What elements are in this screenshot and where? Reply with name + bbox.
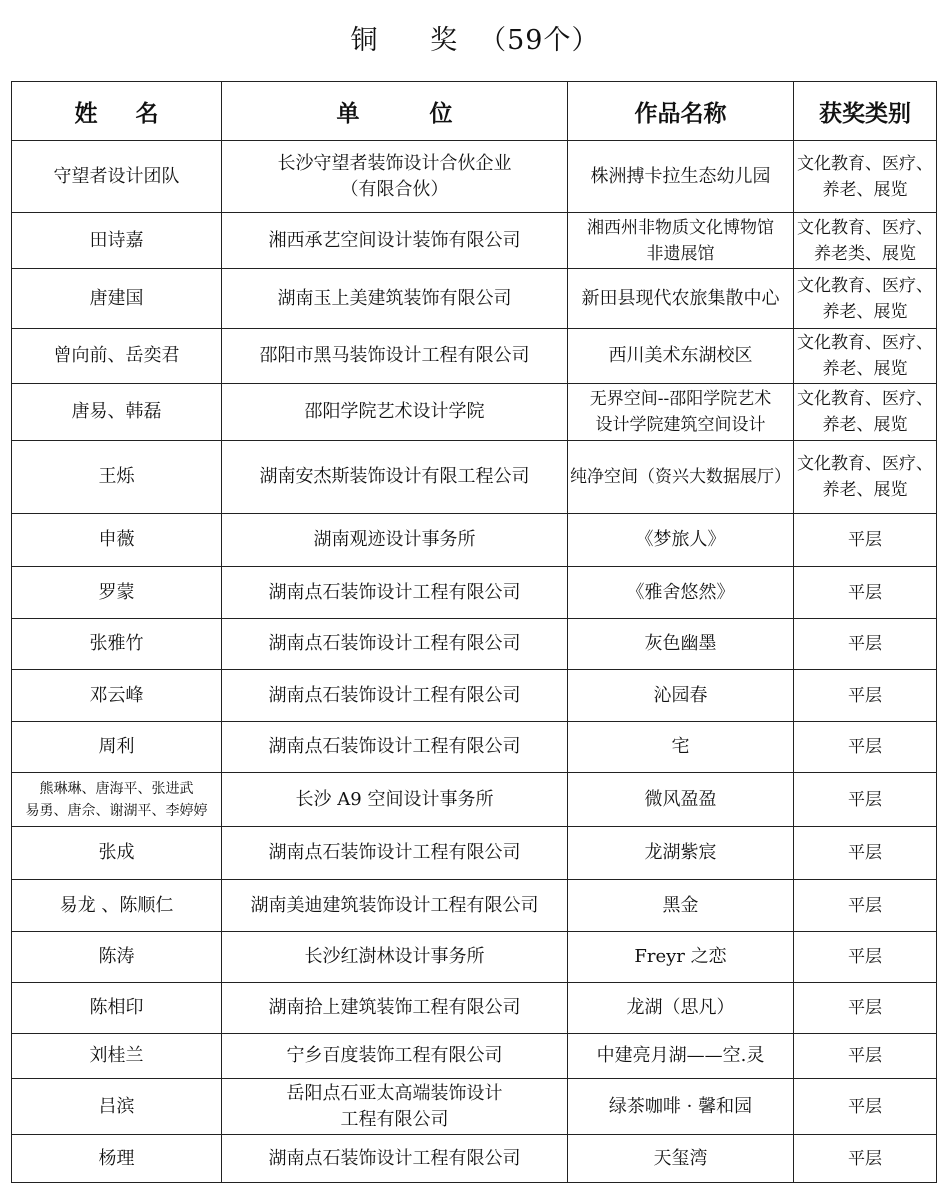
cell-category [794, 1135, 937, 1183]
cell-unit [222, 141, 568, 213]
cell-unit [222, 1135, 568, 1183]
table-body [12, 141, 937, 1183]
cell-unit [222, 773, 568, 827]
cell-name [12, 932, 222, 983]
cell-category-line: 养老、展览 [822, 359, 908, 379]
cell-name-line: 张成 [98, 842, 135, 863]
table-row [12, 670, 937, 722]
cell-work [568, 213, 794, 269]
cell-work [568, 827, 794, 880]
cell-category-line: 文化教育、医疗、 [797, 153, 933, 174]
cell-work [568, 1135, 794, 1183]
cell-name-line: 申薇 [98, 529, 135, 550]
cell-unit-line: 长沙 A9 空间设计事务所 [295, 788, 494, 810]
cell-work-line: 天玺湾 [653, 1147, 708, 1169]
cell-name [12, 567, 222, 619]
cell-work-line: 龙湖（思凡） [626, 997, 735, 1018]
table-row [12, 773, 937, 827]
table-row [12, 722, 937, 773]
page-title [0, 18, 950, 57]
cell-name [12, 1135, 222, 1183]
cell-name [12, 1079, 222, 1135]
cell-category [794, 329, 937, 384]
cell-name-line: 陈相印 [89, 997, 144, 1018]
cell-work-line: 无界空间--邵阳学院艺术 [589, 389, 772, 409]
cell-unit [222, 1079, 568, 1135]
cell-category-line: 养老、展览 [822, 301, 908, 322]
cell-category-line: 文化教育、医疗、 [797, 389, 933, 409]
cell-category-line: 平层 [848, 1096, 882, 1117]
table-row [12, 514, 937, 567]
cell-work-line: 《雅舍悠然》 [626, 581, 735, 603]
cell-work-line: 株洲搏卡拉生态幼儿园 [590, 165, 771, 187]
cell-name-line: 陈涛 [98, 946, 135, 967]
cell-name-line: 曾向前、岳奕君 [53, 345, 180, 366]
cell-category-line: 平层 [848, 737, 882, 757]
cell-category-line: 养老、展览 [822, 179, 908, 200]
cell-category-line: 平层 [848, 895, 882, 916]
cell-category-line: 平层 [848, 530, 882, 550]
cell-name-line: 田诗嘉 [89, 229, 144, 251]
cell-name-line: 守望者设计团队 [53, 165, 180, 187]
cell-unit [222, 329, 568, 384]
cell-category [794, 1034, 937, 1079]
cell-work [568, 567, 794, 619]
cell-category-line: 平层 [848, 947, 882, 967]
table-row [12, 1135, 937, 1183]
cell-name [12, 269, 222, 329]
cell-work-line: 黑金 [662, 894, 699, 916]
cell-name-line: 邓云峰 [89, 684, 144, 706]
cell-name [12, 773, 222, 827]
cell-name [12, 213, 222, 269]
cell-category [794, 567, 937, 619]
cell-work-line: 宅 [671, 736, 690, 757]
cell-unit [222, 827, 568, 880]
cell-name-line: 唐建国 [89, 287, 144, 309]
cell-unit [222, 722, 568, 773]
cell-unit [222, 514, 568, 567]
cell-name [12, 827, 222, 880]
cell-work-line: 湘西州非物质文化博物馆 [587, 217, 774, 238]
cell-category-line: 平层 [848, 998, 882, 1018]
cell-work [568, 384, 794, 441]
cell-category [794, 880, 937, 932]
cell-work [568, 880, 794, 932]
cell-unit-line: 湖南拾上建筑装饰工程有限公司 [268, 997, 521, 1018]
cell-name [12, 670, 222, 722]
cell-work [568, 441, 794, 514]
cell-work-line: 龙湖紫宸 [644, 842, 717, 863]
cell-category-line: 养老、展览 [822, 480, 908, 500]
cell-category [794, 827, 937, 880]
cell-category [794, 269, 937, 329]
cell-name [12, 880, 222, 932]
cell-work-line: 非遗展馆 [646, 243, 715, 264]
cell-unit-line: 湖南点石装饰设计工程有限公司 [268, 581, 521, 603]
cell-name-line: 唐易、韩磊 [71, 401, 162, 422]
cell-work-line: 设计学院建筑空间设计 [595, 415, 766, 435]
cell-unit-line: 湖南点石装饰设计工程有限公司 [268, 736, 521, 757]
table-row [12, 880, 937, 932]
table-row [12, 384, 937, 441]
cell-unit [222, 619, 568, 670]
cell-name-line: 杨理 [98, 1147, 135, 1169]
cell-name [12, 619, 222, 670]
table-row [12, 441, 937, 514]
cell-unit-line: 邵阳学院艺术设计学院 [304, 401, 485, 422]
cell-work [568, 983, 794, 1034]
cell-name-line: 张雅竹 [89, 633, 144, 654]
cell-category [794, 619, 937, 670]
cell-category [794, 983, 937, 1034]
table-row [12, 567, 937, 619]
cell-unit-line: 宁乡百度装饰工程有限公司 [286, 1045, 503, 1066]
cell-work [568, 1034, 794, 1079]
cell-category-line: 文化教育、医疗、 [797, 333, 933, 353]
cell-unit-line: 湖南点石装饰设计工程有限公司 [268, 1147, 521, 1169]
cell-unit [222, 567, 568, 619]
table-row [12, 619, 937, 670]
cell-name [12, 384, 222, 441]
cell-name [12, 983, 222, 1034]
cell-work-line: 微风盈盈 [644, 788, 717, 810]
table-row [12, 141, 937, 213]
cell-work-line: 中建亮月湖——空.灵 [596, 1045, 765, 1066]
cell-unit-line: 工程有限公司 [340, 1108, 449, 1130]
cell-unit-line: 湖南安杰斯装饰设计有限工程公司 [259, 466, 530, 487]
cell-category [794, 722, 937, 773]
header-unit: 单位 [222, 82, 568, 141]
cell-name-line: 罗蒙 [98, 581, 135, 603]
table-row [12, 932, 937, 983]
cell-unit-line: 湖南玉上美建筑装饰有限公司 [277, 287, 512, 309]
cell-unit [222, 1034, 568, 1079]
cell-work [568, 932, 794, 983]
cell-work-line: 绿茶咖啡 · 馨和园 [608, 1095, 753, 1117]
cell-work-line: 灰色幽墨 [644, 633, 717, 654]
cell-category [794, 141, 937, 213]
cell-work [568, 329, 794, 384]
cell-work [568, 269, 794, 329]
cell-unit [222, 932, 568, 983]
cell-name-line: 刘桂兰 [89, 1045, 144, 1066]
cell-unit [222, 441, 568, 514]
cell-category-line: 养老类、展览 [814, 243, 916, 264]
table-row [12, 1079, 937, 1135]
cell-work [568, 514, 794, 567]
cell-name-line: 周利 [98, 736, 135, 757]
cell-category-line: 养老、展览 [822, 415, 908, 435]
cell-work [568, 619, 794, 670]
cell-work-line: 《梦旅人》 [635, 529, 726, 550]
header-category: 获奖类别 [794, 82, 937, 141]
cell-category-line: 平层 [848, 843, 882, 863]
cell-category-line: 平层 [848, 582, 882, 603]
cell-category [794, 384, 937, 441]
header-name: 姓名 [12, 82, 222, 141]
cell-category [794, 670, 937, 722]
cell-unit-line: 湖南美迪建筑装饰设计工程有限公司 [250, 894, 539, 916]
cell-name-line: 王烁 [98, 466, 135, 487]
cell-name [12, 441, 222, 514]
cell-unit-line: 长沙守望者装饰设计合伙企业 [277, 152, 512, 174]
cell-name [12, 514, 222, 567]
cell-unit [222, 269, 568, 329]
cell-unit-line: 湖南观迹设计事务所 [313, 529, 476, 550]
cell-name-line: 易勇、唐佘、谢湖平、李婷婷 [25, 802, 208, 819]
cell-category-line: 平层 [848, 634, 882, 654]
cell-category [794, 213, 937, 269]
cell-category [794, 514, 937, 567]
cell-work [568, 141, 794, 213]
cell-category-line: 平层 [848, 1046, 882, 1066]
cell-work [568, 722, 794, 773]
cell-work-line: 新田县现代农旅集散中心 [581, 287, 780, 309]
cell-category [794, 932, 937, 983]
cell-unit [222, 670, 568, 722]
cell-unit-line: 湖南点石装饰设计工程有限公司 [268, 684, 521, 706]
table-row [12, 983, 937, 1034]
cell-unit-line: 湘西承艺空间设计装饰有限公司 [268, 229, 521, 251]
cell-unit [222, 384, 568, 441]
cell-unit-line: 长沙红澍林设计事务所 [304, 946, 485, 967]
table-row [12, 329, 937, 384]
table-row [12, 1034, 937, 1079]
cell-unit-line: 湖南点石装饰设计工程有限公司 [268, 633, 521, 654]
cell-unit [222, 983, 568, 1034]
cell-name [12, 141, 222, 213]
cell-work-line: 沁园春 [653, 684, 708, 706]
cell-unit-line: 邵阳市黑马装饰设计工程有限公司 [259, 345, 530, 366]
cell-name [12, 722, 222, 773]
awards-table [11, 81, 937, 1183]
cell-work [568, 773, 794, 827]
cell-category [794, 1079, 937, 1135]
cell-name [12, 1034, 222, 1079]
cell-work-line: 西川美术东湖校区 [608, 345, 753, 366]
cell-category-line: 平层 [848, 789, 882, 810]
table-row [12, 213, 937, 269]
cell-name [12, 329, 222, 384]
cell-category-line: 平层 [848, 685, 882, 706]
cell-name-line: 熊琳琳、唐海平、张进武 [39, 780, 194, 797]
cell-category [794, 773, 937, 827]
cell-category-line: 文化教育、医疗、 [797, 454, 933, 474]
cell-work-line: Freyr 之恋 [634, 946, 727, 967]
cell-category-line: 平层 [848, 1148, 882, 1169]
cell-work-line: 纯净空间（资兴大数据展厅） [570, 467, 791, 487]
cell-work [568, 1079, 794, 1135]
cell-name-line: 吕滨 [98, 1095, 135, 1117]
cell-category [794, 441, 937, 514]
cell-work [568, 670, 794, 722]
cell-unit-line: （有限合伙） [340, 178, 449, 200]
cell-unit [222, 213, 568, 269]
title-count: （59个） [479, 25, 600, 56]
header-work: 作品名称 [568, 82, 794, 141]
cell-unit-line: 岳阳点石亚太高端装饰设计 [286, 1082, 503, 1104]
table-row [12, 269, 937, 329]
cell-unit-line: 湖南点石装饰设计工程有限公司 [268, 842, 521, 863]
cell-category-line: 文化教育、医疗、 [797, 217, 933, 238]
cell-name-line: 易龙 、陈顺仁 [59, 894, 174, 916]
cell-unit [222, 880, 568, 932]
table-row [12, 827, 937, 880]
table-header-row [12, 82, 937, 141]
title-main: 铜 奖 [350, 25, 480, 56]
cell-category-line: 文化教育、医疗、 [797, 275, 933, 296]
